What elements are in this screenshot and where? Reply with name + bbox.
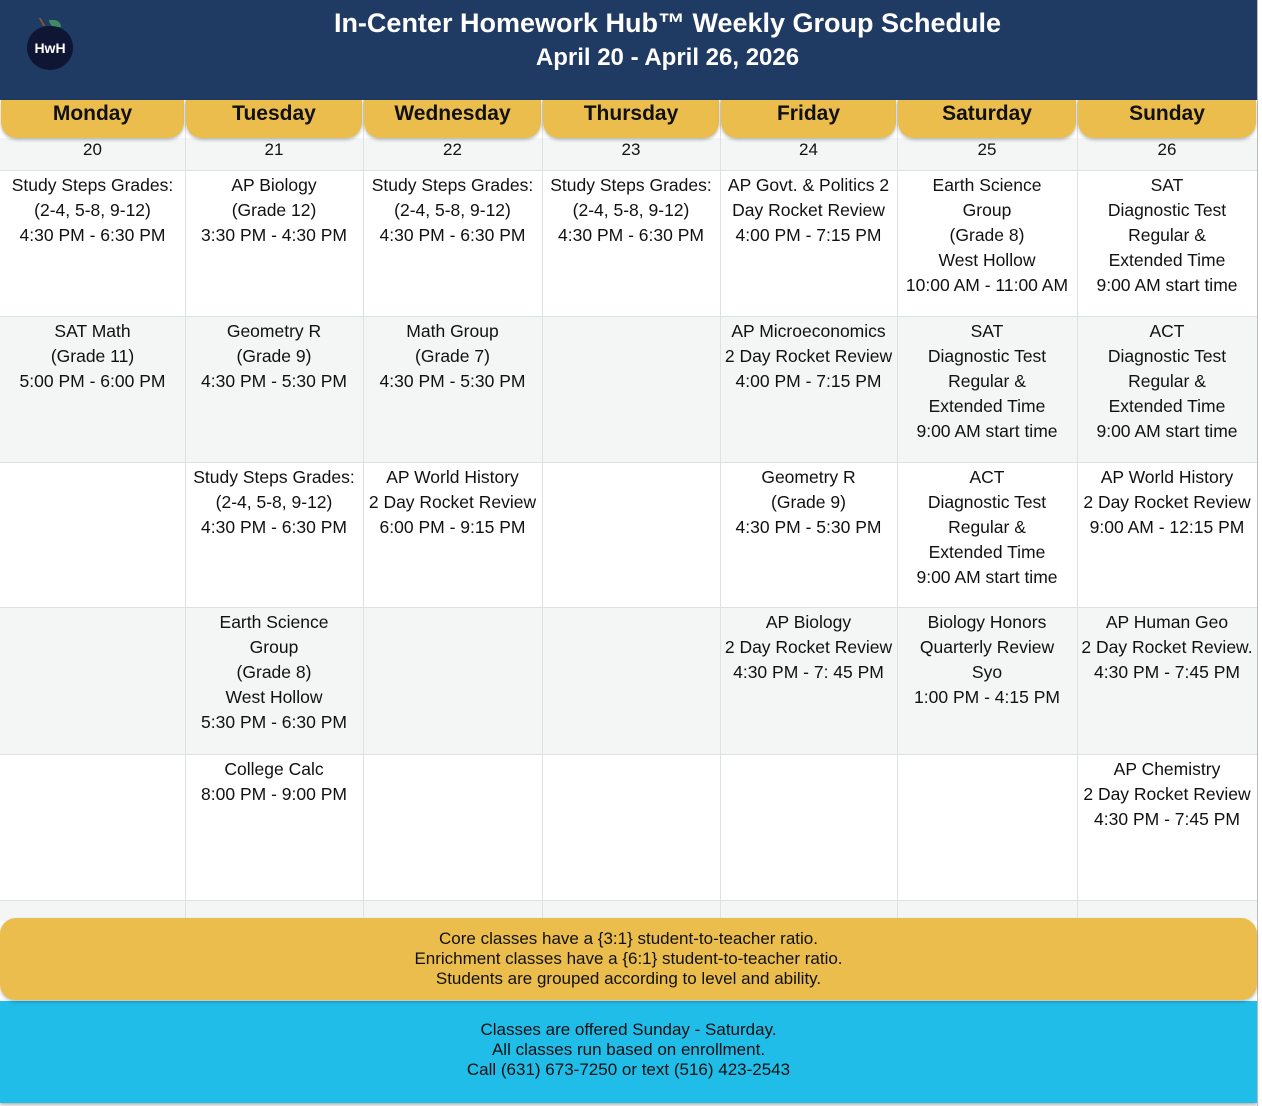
class-line: AP World History [1100,467,1234,487]
class-line: AP Human Geo [1105,612,1229,632]
class-line: Diagnostic Test [1107,200,1227,220]
class-line: 4:30 PM - 7:45 PM [1094,809,1240,829]
class-cell [1077,610,1257,685]
class-line: SAT Math [54,321,131,341]
class-line: Study Steps Grades: [550,175,712,195]
day-header: Wednesday [364,100,541,138]
class-line: 1:00 PM - 4:15 PM [914,687,1060,707]
class-line: 4:00 PM - 7:15 PM [735,371,882,391]
class-cell [720,173,897,248]
class-line: AP Govt. & Politics 2 [727,175,890,195]
class-line: 4:30 PM - 6:30 PM [19,225,166,245]
class-line: College Calc [224,759,324,779]
class-line: Regular & [948,371,1026,391]
class-line: (Grade 11) [50,346,135,366]
class-line: 9:00 AM start time [916,567,1058,587]
class-cell [897,465,1077,590]
class-line: (Grade 9) [236,346,312,366]
class-cell [0,319,185,394]
class-line: 2 Day Rocket Review [1083,784,1251,804]
info-line: All classes run based on enrollment. [491,1040,766,1059]
class-line: Day Rocket Review [732,200,885,220]
class-line: Geometry R [226,321,322,341]
page-edge [1257,0,1258,1106]
class-line: 4:30 PM - 5:30 PM [201,371,347,391]
class-line: 4:30 PM - 6:30 PM [558,225,704,245]
class-line: (2-4, 5-8, 9-12) [215,492,333,512]
class-line: Syo [971,662,1003,682]
class-line: Regular & [948,517,1026,537]
day-date: 24 [799,140,818,159]
class-line: SAT [970,321,1004,341]
class-cell [1077,173,1257,298]
class-line: (2-4, 5-8, 9-12) [572,200,690,220]
class-line: (Grade 8) [236,662,312,682]
ratio-notes-banner [0,918,1257,1000]
class-line: ACT [1149,321,1185,341]
class-line: 2 Day Rocket Review [368,492,537,512]
day-date: 22 [443,140,462,159]
day-header: Sunday [1078,100,1256,138]
date-range: April 20 - April 26, 2026 [535,44,800,71]
class-line: Earth Science [932,175,1042,195]
class-line: Extended Time [1108,396,1226,416]
day-date: 25 [977,140,997,159]
class-line: ACT [969,467,1005,487]
info-line: Classes are offered Sunday - Saturday. [480,1020,777,1039]
class-line: Study Steps Grades: [193,467,355,487]
class-line: AP Chemistry [1113,759,1221,779]
class-line: (Grade 9) [771,492,846,512]
class-line: Earth Science [219,612,329,632]
logo-text: HwH [34,40,66,56]
class-line: 2 Day Rocket Review [1083,492,1251,512]
class-cell [720,465,897,540]
day-header: Monday [1,100,184,138]
class-cell [363,465,542,540]
day-header: Tuesday [186,100,362,138]
day-date: 21 [264,140,284,159]
class-line: 8:00 PM - 9:00 PM [201,784,347,804]
class-cell [542,173,720,248]
class-line: 5:30 PM - 6:30 PM [201,712,347,732]
class-cell [897,173,1077,298]
class-cell [185,465,363,540]
class-line: AP World History [386,467,519,487]
class-line: Math Group [406,321,499,341]
class-line: 6:00 PM - 9:15 PM [379,517,526,537]
class-line: (Grade 8) [949,225,1025,245]
class-line: 9:00 AM start time [916,421,1058,441]
class-cell [185,610,363,735]
class-line: 4:30 PM - 6:30 PM [379,225,526,245]
class-line: (Grade 7) [415,346,490,366]
schedule-header [0,0,1257,100]
class-line: 4:30 PM - 7:45 PM [1094,662,1240,682]
page-title: In-Center Homework Hub™ Weekly Group Schedule [333,8,1002,38]
info-banner [0,1001,1257,1103]
class-line: 9:00 AM start time [1096,275,1238,295]
class-cell [720,610,897,685]
class-cell [720,319,897,394]
class-line: (Grade 12) [231,200,317,220]
class-line: (2-4, 5-8, 9-12) [34,200,151,220]
class-cell [1077,319,1257,444]
class-cell [1077,757,1257,832]
class-line: AP Biology [231,175,317,195]
class-line: 2 Day Rocket Review. [1081,637,1253,657]
day-date: 23 [621,140,641,159]
class-line: Diagnostic Test [927,346,1047,366]
class-line: Group [962,200,1012,220]
class-line: 9:00 AM start time [1096,421,1238,441]
class-cell [897,610,1077,710]
class-cell [185,757,363,807]
class-line: Extended Time [928,542,1046,562]
class-line: 4:30 PM - 6:30 PM [201,517,347,537]
class-line: 4:30 PM - 5:30 PM [735,517,882,537]
class-cell [185,319,363,394]
class-cell [185,173,363,248]
class-line: West Hollow [938,250,1036,270]
class-line: Quarterly Review [919,637,1055,657]
note-line: Enrichment classes have a {6:1} student-to-teacher ratio. [414,949,843,968]
class-line: 2 Day Rocket Review [724,346,893,366]
note-line: Core classes have a {3:1} student-to-teacher ratio. [439,929,818,948]
class-line: West Hollow [225,687,323,707]
day-header: Saturday [898,100,1076,138]
day-date: 26 [1157,140,1177,159]
class-line: 4:30 PM - 7: 45 PM [733,662,884,682]
class-line: 10:00 AM - 11:00 AM [905,275,1069,295]
class-line: Group [249,637,299,657]
day-date: 20 [83,140,102,159]
class-line: Regular & [1128,225,1206,245]
class-cell [363,173,542,248]
class-cell [0,173,185,248]
class-line: AP Biology [765,612,852,632]
class-line: SAT [1150,175,1184,195]
class-line: AP Microeconomics [731,321,886,341]
class-line: 9:00 AM - 12:15 PM [1089,517,1245,537]
class-cell [1077,465,1257,540]
class-line: Diagnostic Test [1107,346,1227,366]
class-cell [897,319,1077,444]
class-line: Extended Time [928,396,1046,416]
class-line: Geometry R [761,467,856,487]
class-cell [363,319,542,394]
class-line: (2-4, 5-8, 9-12) [394,200,511,220]
contact-line: Call (631) 673-7250 or text (516) 423-2543 [466,1060,791,1079]
class-line: Extended Time [1108,250,1226,270]
class-line: Study Steps Grades: [371,175,534,195]
class-line: Biology Honors [927,612,1047,632]
class-line: 4:30 PM - 5:30 PM [379,371,526,391]
class-line: 3:30 PM - 4:30 PM [201,225,347,245]
note-line: Students are grouped according to level and ability. [435,969,822,988]
class-line: Diagnostic Test [927,492,1047,512]
class-line: 5:00 PM - 6:00 PM [19,371,166,391]
class-line: Study Steps Grades: [11,175,174,195]
class-line: 2 Day Rocket Review [724,637,893,657]
class-line: Regular & [1128,371,1206,391]
day-header: Friday [721,100,896,138]
day-header: Thursday [543,100,719,138]
class-line: 4:00 PM - 7:15 PM [735,225,882,245]
